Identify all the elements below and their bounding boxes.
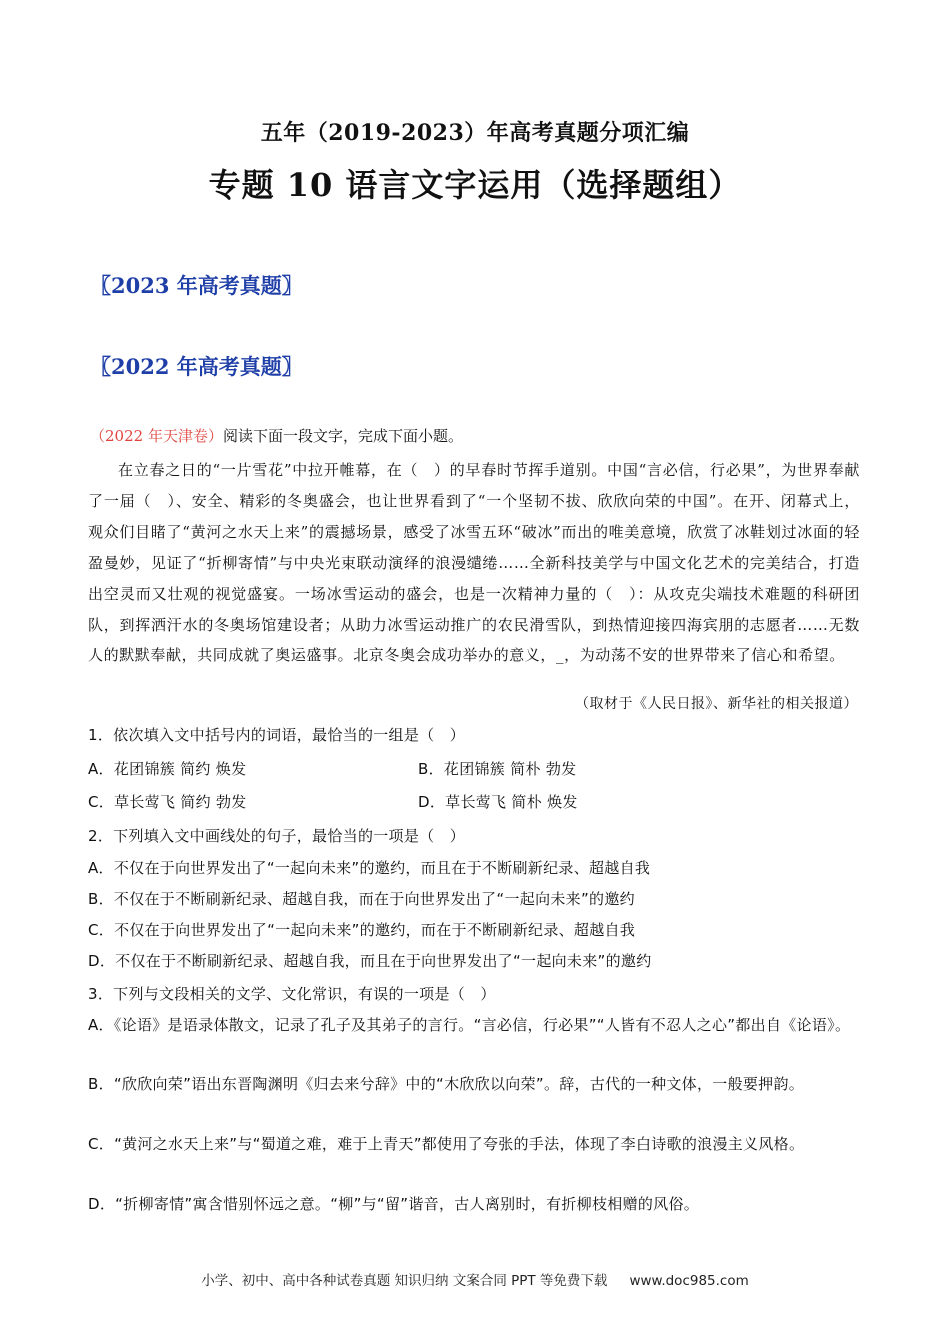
question-3-stem: 3．下列与文段相关的文学、文化常识，有误的一项是（ ） [88, 985, 496, 1003]
question-2-option-b: B．不仅在于不断刷新纪录、超越自我，而在于向世界发出了“一起向未来”的邀约 [88, 890, 635, 908]
question-2-option-a: A．不仅在于向世界发出了“一起向未来”的邀约，而且在于不断刷新纪录、超越自我 [88, 859, 651, 877]
question-3-option-b: B．“欣欣向荣”语出东晋陶渊明《归去来兮辞》中的“木欣欣以向荣”。辞，古代的一种文体，一般要押韵。 [88, 1075, 805, 1093]
footer-url[interactable]: www.doc985.com [629, 1273, 749, 1289]
series-title: 五年（2019-2023）年高考真题分项汇编 [260, 120, 690, 146]
question-1-option-a: A．花团锦簇 简约 焕发 [88, 760, 247, 778]
passage-text: 在立春之日的“一片雪花”中拉开帷幕，在（ ）的早春时节挥手道别。中国“言必信，行必果”，为世界奉献了一届（ ）、安全、精彩的冬奥盛会，也让世界看到了“一个坚韧不拔、欣欣向荣的中国”。在开、闭幕式上，观众们目睹了“黄河之水天上来”的震撼场景，感受了冰雪五环“破冰”而出的唯美意境，欣赏了冰鞋划过冰面的轻盈曼妙，见证了“折柳寄情”与中央光束联动演绎的浪漫缱绻……全新科技美学与中国文化艺术的完美结合，打造出空灵而又壮观的视觉盛宴。一场冰雪运动的盛会，也是一次精神力量的（ ）：从攻克尖端技术难题的科研团队，到挥洒汗水的冬奥场馆建设者；从助力冰雪运动推广的农民滑雪队，到热情迎接四海宾朋的志愿者……无数人的默默奉献，共同成就了奥运盛事。北京冬奥会成功举办的意义，_，为动荡不安的世界带来了信心和希望。 [88, 461, 861, 665]
instruction-text: 阅读下面一段文字，完成下面小题。 [222, 427, 463, 445]
problem-intro [90, 425, 463, 446]
question-3-option-a: A．《论语》是语录体散文，记录了孔子及其弟子的言行。“言必信，行必果”“人皆有不忍人之心”都出自《论语》。 [88, 1016, 851, 1034]
question-2-option-d: D．不仅在于不断刷新纪录、超越自我，而且在于向世界发出了“一起向未来”的邀约 [88, 952, 652, 970]
question-2-stem: 2．下列填入文中画线处的句子，最恰当的一项是（ ） [88, 827, 466, 845]
question-1-option-d: D．草长莺飞 简朴 焕发 [418, 793, 578, 811]
section-heading-2022: 〖2022 年高考真题〗 [90, 354, 303, 379]
question-3-option-c: C．“黄河之水天上来”与“蜀道之难，难于上青天”都使用了夸张的手法，体现了李白诗歌的浪漫主义风格。 [88, 1135, 805, 1153]
footer-text: 小学、初中、高中各种试卷真题 知识归纳 文案合同 PPT 等免费下载 [201, 1273, 608, 1289]
source-tag: （2022 年天津卷） [90, 427, 223, 445]
reading-passage [88, 455, 860, 671]
section-heading-2023: 〖2023 年高考真题〗 [90, 273, 303, 298]
passage-credit: （取材于《人民日报》、新华社的相关报道） [575, 696, 858, 712]
question-3-option-d: D．“折柳寄情”寓含惜别怀远之意。“柳”与“留”谐音，古人离别时，有折柳枝相赠的风俗。 [88, 1195, 700, 1213]
question-1-stem: 1．依次填入文中括号内的词语，最恰当的一组是（ ） [88, 726, 466, 744]
question-1-option-b: B．花团锦簇 简朴 勃发 [418, 760, 577, 778]
page-footer [0, 1269, 950, 1289]
question-2-option-c: C．不仅在于向世界发出了“一起向未来”的邀约，而在于不断刷新纪录、超越自我 [88, 921, 636, 939]
topic-title: 专题 10 语言文字运用（选择题组） [208, 166, 742, 204]
question-1-option-c: C．草长莺飞 简约 勃发 [88, 793, 247, 811]
